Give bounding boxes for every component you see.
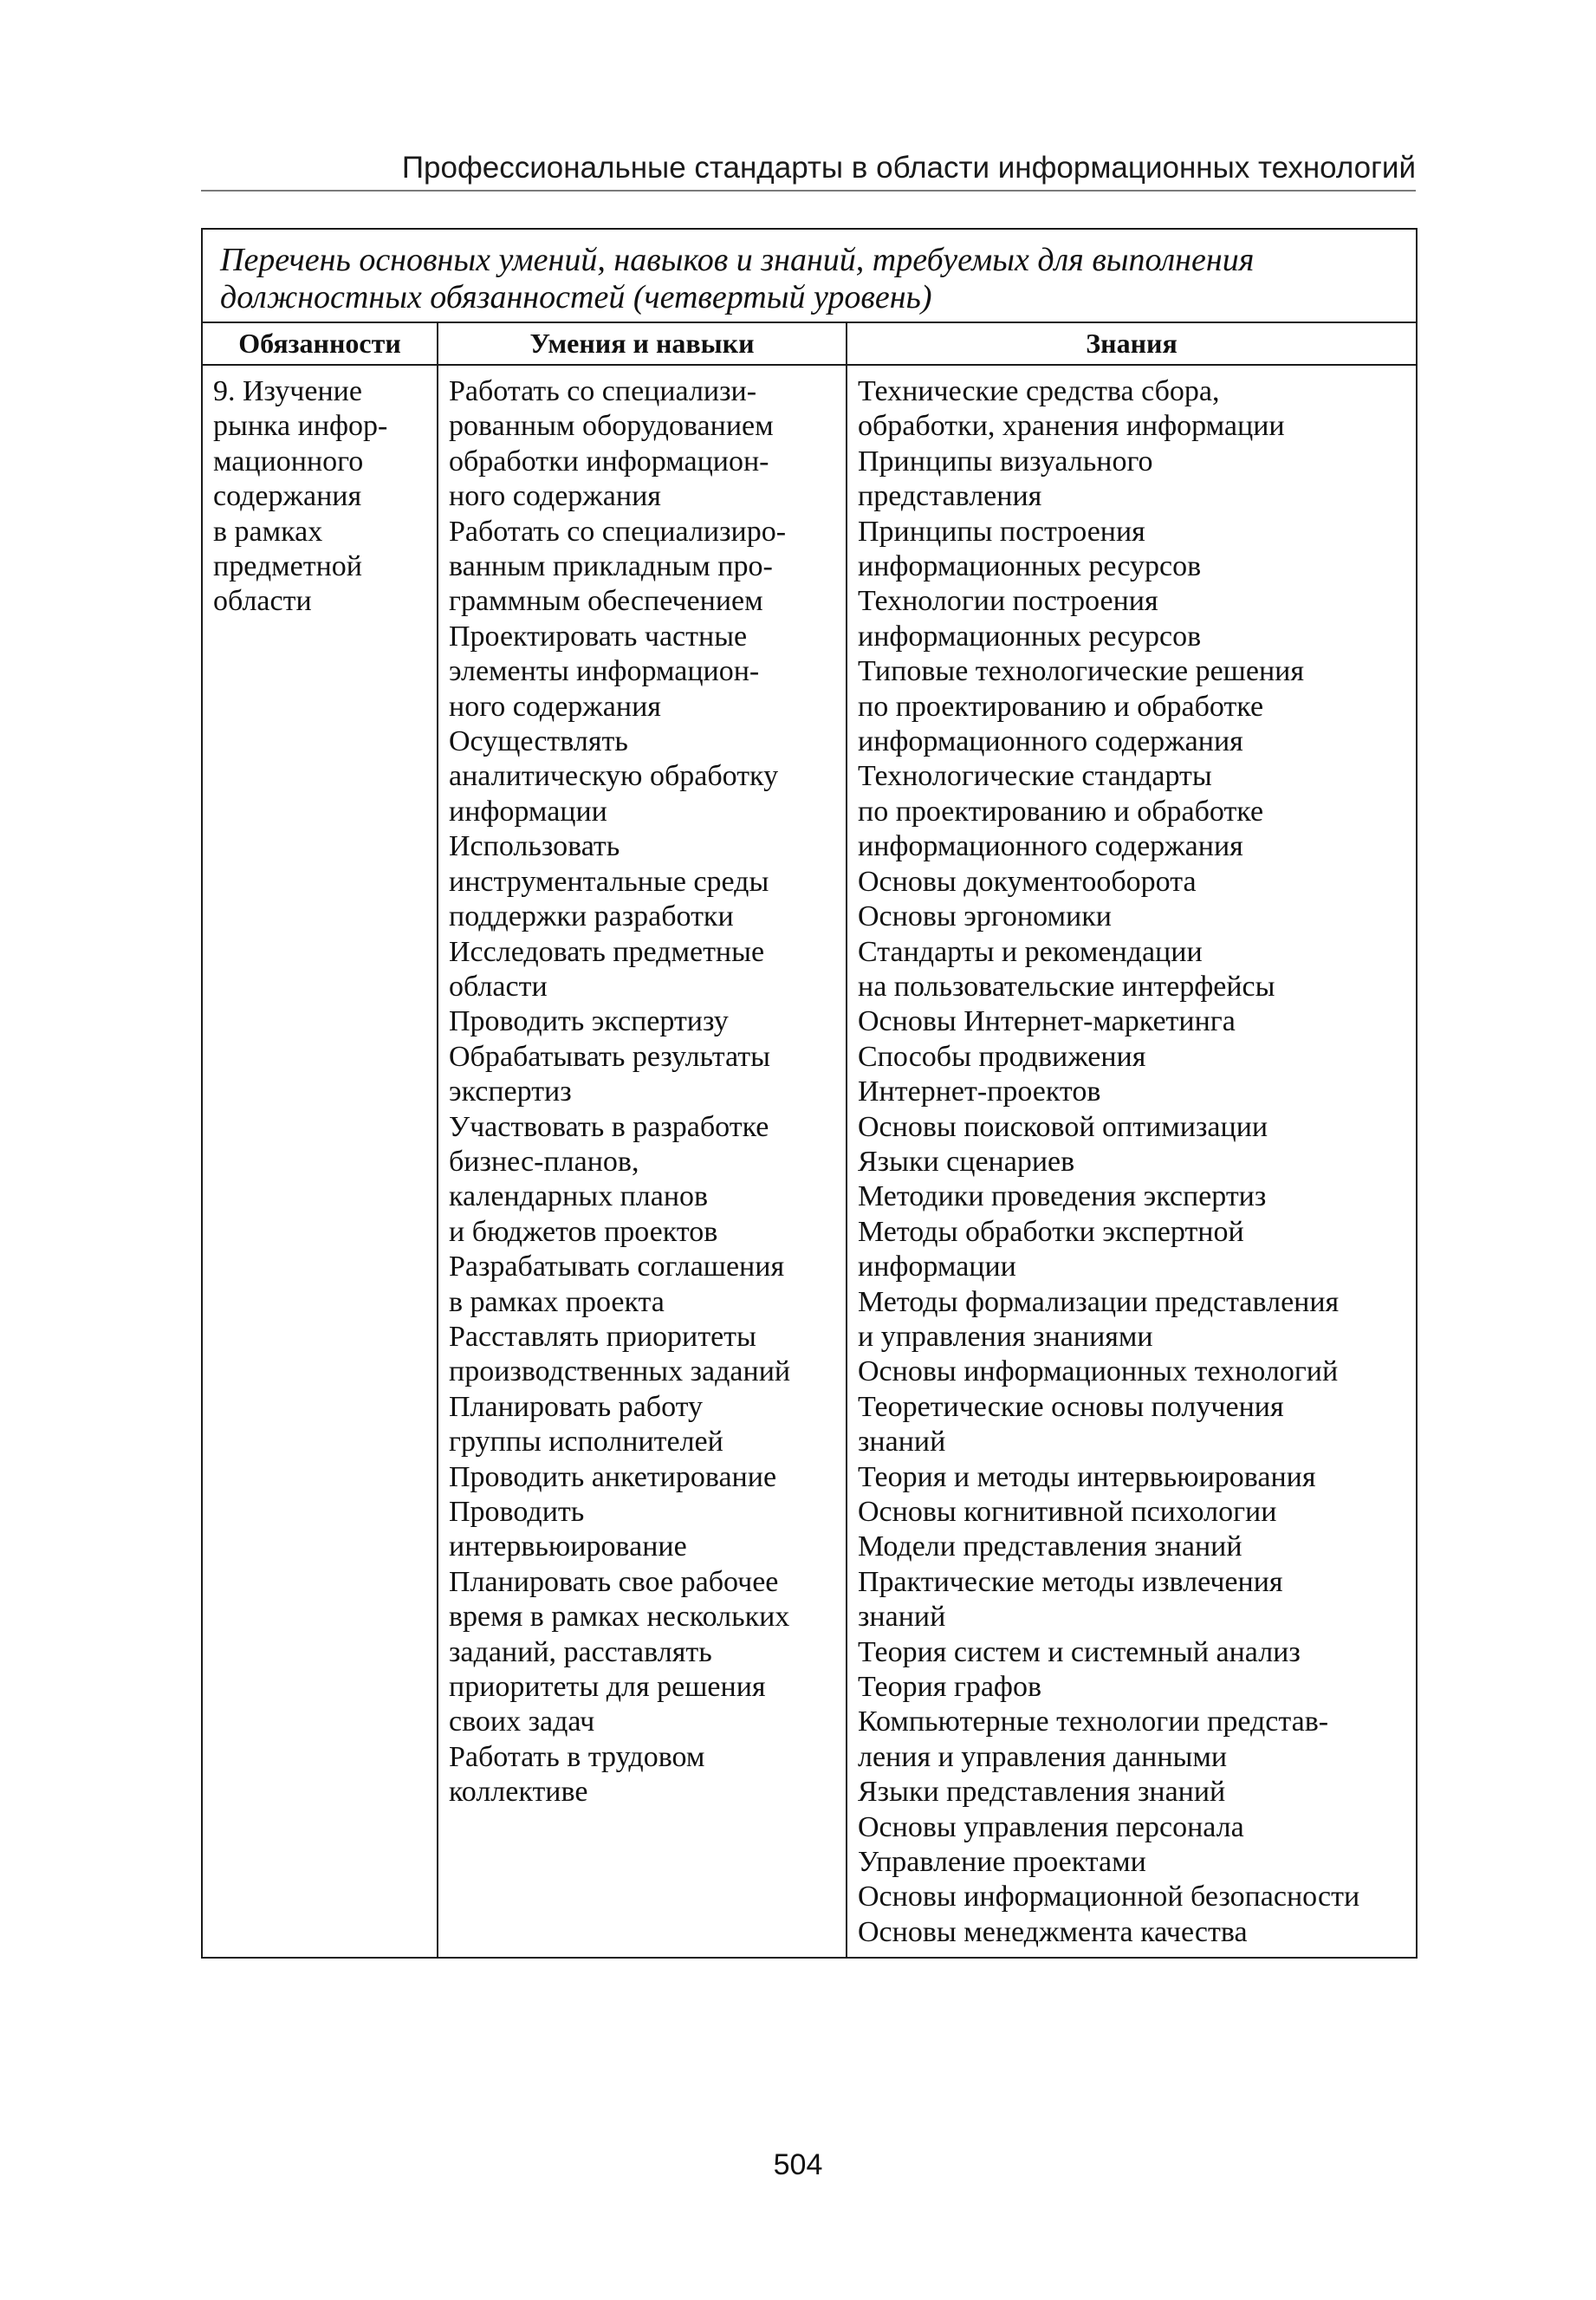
skill-line: Расставлять приоритеты	[449, 1320, 756, 1353]
knowledge-line: Языки представления знаний	[858, 1776, 1226, 1809]
skill-line: в рамках проекта	[449, 1285, 665, 1318]
knowledge-line: Принципы визуального	[858, 445, 1153, 478]
knowledge-line: по проектированию и обработке	[858, 795, 1264, 828]
duty-line: рынка инфор-	[213, 410, 388, 443]
knowledge-line: Типовые технологические решения	[858, 655, 1304, 688]
knowledge-line: на пользовательские интерфейсы	[858, 970, 1275, 1003]
knowledge-line: информации	[858, 1251, 1016, 1283]
knowledge-line: Методики проведения экспертиз	[858, 1180, 1267, 1213]
knowledge-line: Практические методы извлечения	[858, 1565, 1283, 1598]
skill-line: Участвовать в разработке	[449, 1110, 769, 1143]
skill-line: и бюджетов проектов	[449, 1215, 718, 1248]
skill-line: Исследовать предметные	[449, 935, 765, 968]
knowledge-line: знаний	[858, 1426, 946, 1459]
skill-line: Использовать	[449, 830, 620, 863]
column-header-knowledge: Знания	[847, 322, 1417, 365]
knowledge-line: и управления знаниями	[858, 1320, 1153, 1353]
skill-line: информации	[449, 795, 607, 828]
duty-line: мационного	[213, 445, 364, 478]
knowledge-line: Технические средства сбора,	[858, 375, 1220, 407]
knowledge-line: Принципы построения	[858, 515, 1145, 548]
knowledge-line: Модели представления знаний	[858, 1530, 1242, 1563]
skill-line: Работать со специализиро-	[449, 515, 787, 548]
skill-line: обработки информацион-	[449, 445, 769, 478]
skill-line: Осуществлять	[449, 725, 628, 758]
knowledge-line: Способы продвижения	[858, 1040, 1146, 1073]
skill-line: Планировать работу	[449, 1390, 704, 1423]
skill-line: инструментальные среды	[449, 865, 769, 898]
knowledge-line: Основы документооборота	[858, 865, 1197, 898]
knowledge-line: информационного содержания	[858, 830, 1243, 863]
skill-line: экспертиз	[449, 1075, 572, 1108]
skill-line: Проводить экспертизу	[449, 1005, 729, 1038]
knowledge-line: информационного содержания	[858, 725, 1243, 758]
skill-line: Планировать свое рабочее	[449, 1565, 779, 1598]
skill-line: Обрабатывать результаты	[449, 1040, 770, 1073]
duty-line: 9. Изучение	[213, 375, 362, 407]
competency-table	[201, 228, 1418, 1959]
skill-line: заданий, расставлять	[449, 1635, 712, 1668]
column-header-skills: Умения и навыки	[438, 322, 847, 365]
skill-line: ванным прикладным про-	[449, 550, 773, 583]
skill-line: граммным обеспечением	[449, 585, 763, 618]
knowledge-line: обработки, хранения информации	[858, 410, 1285, 443]
skill-line: коллективе	[449, 1776, 588, 1809]
skill-line: Проводить анкетирование	[449, 1460, 777, 1493]
skill-line: Работать в трудовом	[449, 1740, 705, 1773]
skill-line: аналитическую обработку	[449, 760, 779, 793]
knowledge-line: информационных ресурсов	[858, 620, 1202, 653]
skill-line: календарных планов	[449, 1180, 709, 1213]
knowledge-line: знаний	[858, 1601, 946, 1634]
knowledge-line: ления и управления данными	[858, 1740, 1228, 1773]
skill-line: поддержки разработки	[449, 900, 734, 933]
skill-line: бизнес-планов,	[449, 1145, 639, 1178]
knowledge-line: Управление проектами	[858, 1846, 1146, 1879]
duty-line: содержания	[213, 480, 362, 513]
duty-line: области	[213, 585, 312, 618]
column-header-duties: Обязанности	[202, 322, 438, 365]
skill-line: ного содержания	[449, 480, 661, 513]
skill-line: группы исполнителей	[449, 1426, 723, 1459]
skill-line: Работать со специализи-	[449, 375, 757, 407]
duty-line: в рамках	[213, 515, 323, 548]
skill-line: своих задач	[449, 1706, 595, 1738]
skill-line: Проводить	[449, 1496, 585, 1528]
knowledge-line: Основы эргономики	[858, 900, 1112, 933]
duty-line: предметной	[213, 550, 362, 583]
knowledge-cell	[847, 365, 1417, 1958]
knowledge-line: Теория графов	[858, 1671, 1042, 1704]
knowledge-line: Основы когнитивной психологии	[858, 1496, 1277, 1528]
knowledge-line: Теория и методы интервьюирования	[858, 1460, 1316, 1493]
skill-line: приоритеты для решения	[449, 1671, 766, 1704]
knowledge-line: представления	[858, 480, 1042, 513]
knowledge-line: Языки сценариев	[858, 1145, 1075, 1178]
knowledge-line: Основы информационных технологий	[858, 1355, 1339, 1388]
knowledge-line: Основы менеджмента качества	[858, 1915, 1248, 1948]
table-row	[202, 365, 1417, 1958]
knowledge-line: Компьютерные технологии представ-	[858, 1706, 1329, 1738]
knowledge-line: Основы поисковой оптимизации	[858, 1110, 1268, 1143]
skills-cell	[438, 365, 847, 1958]
table-caption-line: должностных обязанностей (четвертый уровень)	[220, 279, 932, 315]
knowledge-line: Основы информационной безопасности	[858, 1881, 1360, 1913]
skill-line: производственных заданий	[449, 1355, 791, 1388]
page-number: 504	[773, 2148, 823, 2181]
table-caption-row	[202, 229, 1417, 322]
skill-line: Разрабатывать соглашения	[449, 1251, 785, 1283]
skill-line: Проектировать частные	[449, 620, 748, 653]
table-header-row	[202, 322, 1417, 365]
skill-line: интервьюирование	[449, 1530, 687, 1563]
knowledge-line: Методы формализации представления	[858, 1285, 1340, 1318]
table-caption-line: Перечень основных умений, навыков и знаний, требуемых для выполнения	[220, 242, 1255, 278]
knowledge-line: по проектированию и обработке	[858, 690, 1264, 723]
header-rule	[201, 190, 1416, 192]
knowledge-line: Теория систем и системный анализ	[858, 1635, 1301, 1668]
knowledge-line: Технологические стандарты	[858, 760, 1212, 793]
skill-line: ного содержания	[449, 690, 661, 723]
knowledge-line: Интернет-проектов	[858, 1075, 1101, 1108]
knowledge-line: информационных ресурсов	[858, 550, 1202, 583]
skill-line: элементы информацион-	[449, 655, 760, 688]
running-header: Профессиональные стандарты в области информационных технологий	[401, 151, 1416, 185]
knowledge-line: Методы обработки экспертной	[858, 1215, 1244, 1248]
skill-line: области	[449, 970, 548, 1003]
skill-line: рованным оборудованием	[449, 410, 774, 443]
knowledge-line: Технологии построения	[858, 585, 1158, 618]
duties-cell	[202, 365, 438, 1958]
knowledge-line: Основы управления персонала	[858, 1810, 1244, 1843]
table-caption	[202, 229, 1417, 322]
knowledge-line: Основы Интернет-маркетинга	[858, 1005, 1236, 1038]
skill-line: время в рамках нескольких	[449, 1601, 790, 1634]
knowledge-line: Стандарты и рекомендации	[858, 935, 1203, 968]
knowledge-line: Теоретические основы получения	[858, 1390, 1284, 1423]
